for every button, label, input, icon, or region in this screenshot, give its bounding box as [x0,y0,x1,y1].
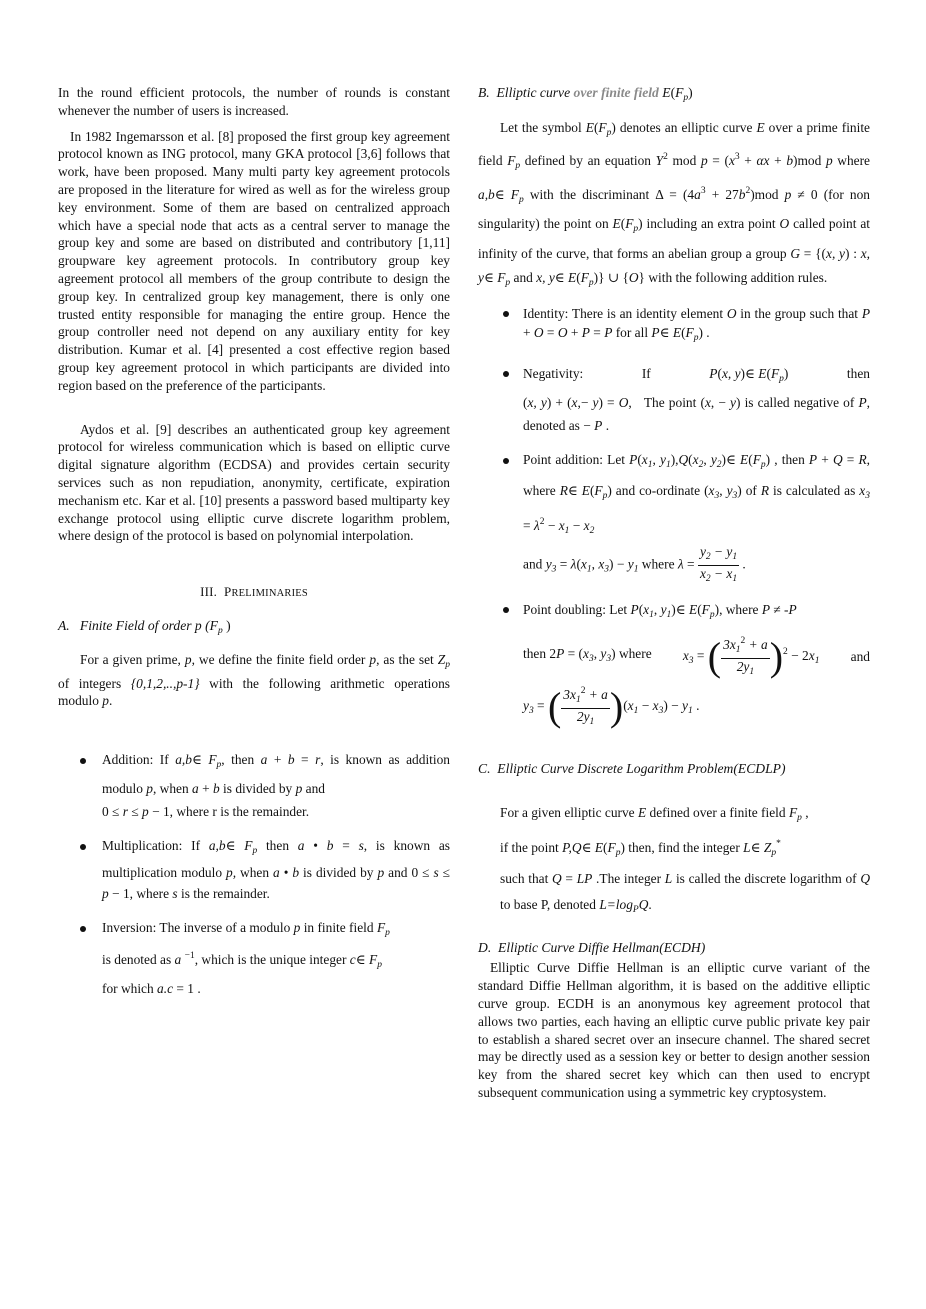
list-item-point-doubling: Point doubling: Let $P(x_1$, $y_1)\in$ $E(F_p)$, where P ≠ -P then $2P = (x_3$, $y_3$) where $x_3$ = ( $\frac{3x_1^2 + a}{2y_1}$ )$^2 - 2x_1$ and [478,599,870,680]
para-ingemarsson: In 1982 Ingemarsson et al. [8] proposed the first group key agreement protocol known as ING protocol, many GKA protocol [3,6] follows that work, have been proposed. Many multi party key agreement protocols are proposed in the literature for wired as well as for the wireless group key environment. Some of them are based on centralized approach which have a special node that acts as a central server to manage the group key and some are based on distributed and contributory [1,11] groupware key agreement protocols. In contributory group key agreement protocol all members of the group contribute to design the group key. In centralized group key management, there is only one trusted entity responsible for managing the entire group. Hence the group controller need not depend on any auxiliary entity for key distribution. Kumar et al. [4] presented a cost effective region based group key agreement protocol in which participants are divided into region based on the preference of the participants. [58,128,450,393]
subsection-d-title: D. Elliptic Curve Diffie Hellman(ECDH) [478,939,706,955]
arithmetic-list [58,748,450,1000]
para-finite-field: For a given prime, p, we define the finite field order p, as the set $Z_p$ of integers {0,1,2,..,p-1} with the following arithmetic operations modulo p. [58,651,450,709]
list-item-addition: Addition: If a,b∈ $F_p$, then a + b = r, is known as addition modulo p, when a + b is divided by p and 0 ≤ r ≤ p − 1, where r is the remainder. [58,748,450,823]
list-item-multiplication: Multiplication: If a,b∈ $F_p$ then a • b = s, is known as multiplication modulo p, when a • b is divided by p and 0 ≤ s ≤ p − 1, where s is the remainder. [58,835,450,904]
para-aydos: Aydos et al. [9] describes an authenticated group key agreement protocol for wireless communication which is based on elliptic curve digital signature algorithm (ECDSA) and provides certain security services such as non repudiation, anonymity, certificate, expiration mechanism etc. Kar et al. [10] presents a password based multiparty key exchange protocol using elliptic curve discrete logarithm problem, where design of the protocol is based on polynomial interpolation. [58,421,450,544]
section-heading-preliminaries: III. PRELIMINARIES [200,584,308,600]
subsection-c-title: C. Elliptic Curve Discrete Logarithm Problem(ECDLP) [478,760,786,776]
list-item-negativity: Negativity: If P(x, y)∈ $E(F_p)$ then (x, y) + (x,− y) = O, The point (x, − y) is called negative of P, denoted as − P . [478,362,870,437]
list-item-identity: Identity: There is an identity element O in the group such that P + O = O + P = P for all P∈ $E(F_p)$ . [478,304,870,348]
para-elliptic-curve-def: Let the symbol $E(F_p)$ denotes an elliptic curve E over a prime finite field $F_p$ defined by an equation $Y^2$ mod $p = (x^3 + \alpha x + b)mod$ p where a,b∈ $F_p$ with the discriminant $\Delta = (4a^3 + 27b^2)mod$ p ≠ 0 (for non singularity) the point on $E(F_p)$ including an extra point O called point at infinity of the curve, that forms an abelian group a group G = {(x, y) : x, y∈ $F_p$ and x, y∈ $E(F_p)$} ∪ {O} with the following addition rules. [478,119,871,289]
list-item-point-addition: Point addition: Let $P(x_1$, $y_1),Q(x_2$, $y_2)\in$ $E(F_p)$ , then P + Q = R, where R∈ $E(F_p)$ and co-ordinate ($x_3$, $y_3$) of R is calculated as $x_3 = \lambda^2 - x_1 - x_2$ and $y_3 = \lambda(x_1$, $x_3) - y_1$ where λ = $\frac{y_2 - y_1}{x_2 - x_1}$ . [478,447,870,587]
subsection-b-title: B. Elliptic curve over finite field $E(F_p)$ [478,85,693,103]
doubling-y3-equation: $y_3$ = ( $\frac{3x_1^2 + a}{2y_1}$ )$(x_1 - x_3) - y_1$ . [523,683,700,729]
left-column [58,84,450,1000]
addition-rules-list [478,304,870,680]
list-item-inversion: Inversion: The inverse of a modulo p in finite field $F_p$ is denoted as a $^{-1}$, which is the unique integer c∈ $F_p$ for which a.c = 1 . [58,916,450,1000]
right-column [478,84,870,1102]
doubling-x3-equation: then $2P = (x_3$, $y_3$) where $x_3$ = ( $\frac{3x_1^2 + a}{2y_1}$ )$^2 - 2x_1$ and [523,633,870,679]
para-ecdlp: For a given elliptic curve E defined over a finite field $F_p$ , if the point P,Q∈ $E(F_p)$ then, find the integer L∈ $Z_p^*$ such that Q = LP .The integer L is called the discrete logarithm of Q to base P, denoted $L=\log_PQ$. [500,804,870,915]
para-ecdh: Elliptic Curve Diffie Hellman is an elliptic curve variant of the standard Diffie Hellman algorithm, it is based on the additive elliptic curve group. ECDH is an anonymous key agreement protocol that allows two parties, each having an elliptic curve public private key pair to establish a shared secret over an insecure channel. The shared secret may be directly used as a session key or better to design another session key from the shared secret key which can then used to encrypt subsequent communication using a symmetric key cryptosystem. [478,960,870,1100]
para-round-efficient: In the round efficient protocols, the number of rounds is constant whenever the number of users is increased. [58,85,450,118]
subsection-a-title: A. Finite Field of order p ($F_p$ ) [58,617,231,636]
